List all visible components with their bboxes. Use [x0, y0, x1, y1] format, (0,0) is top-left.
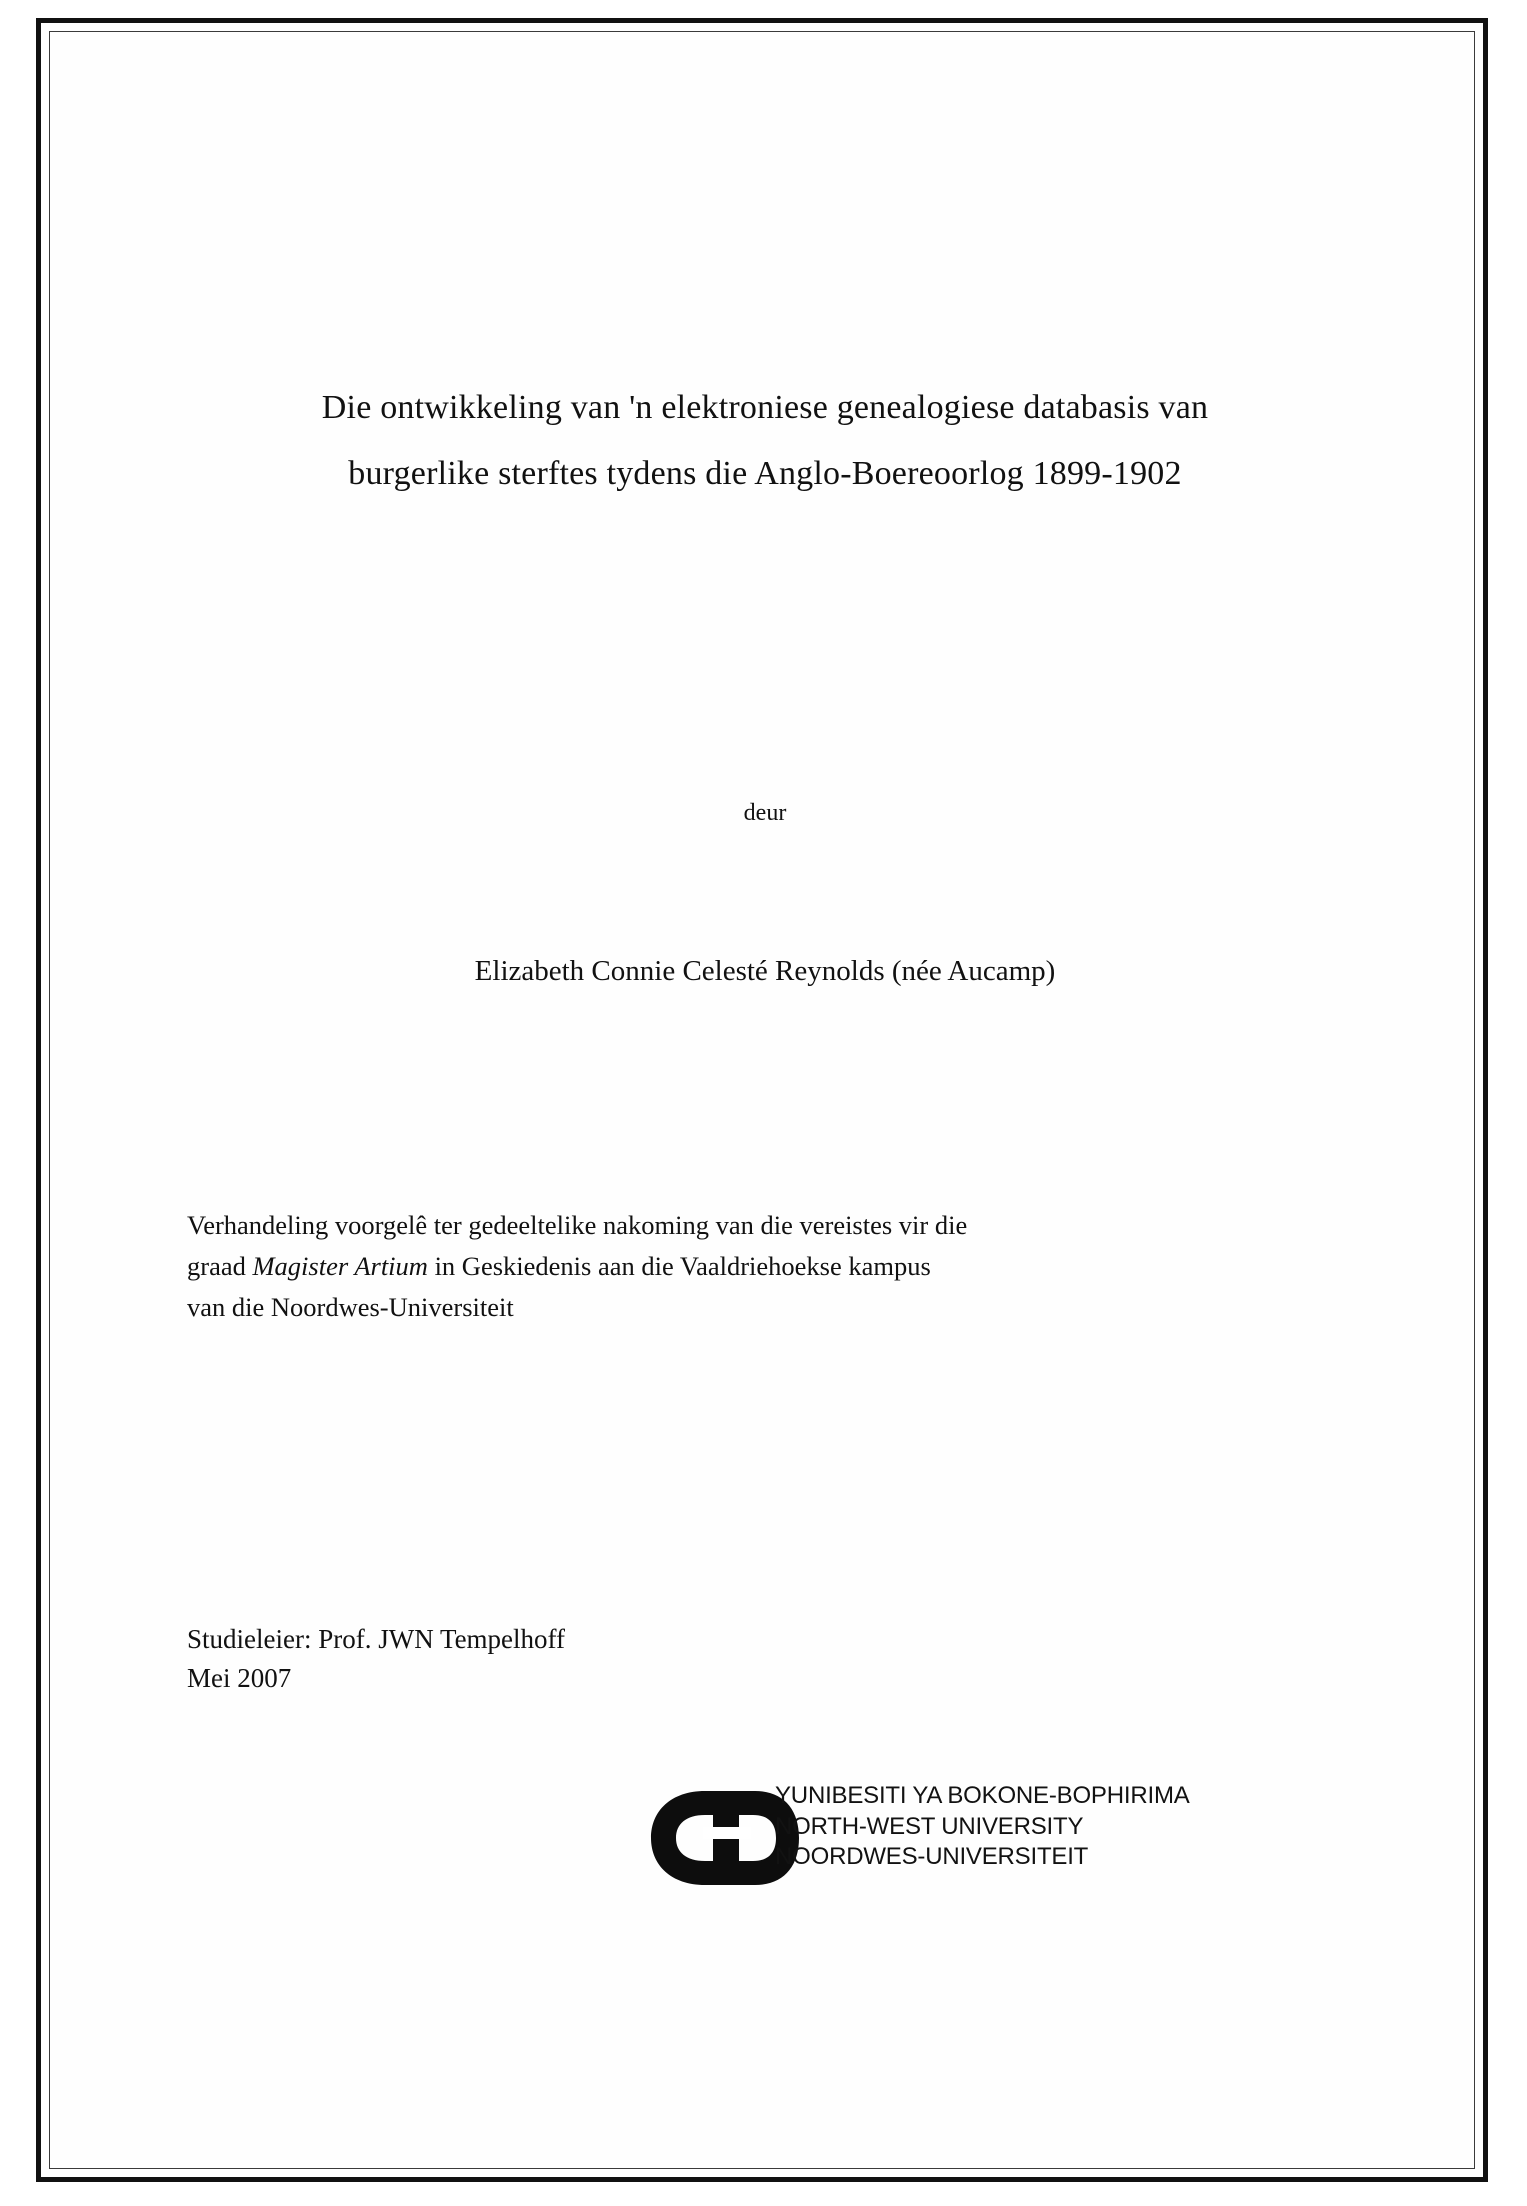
author-name: Elizabeth Connie Celesté Reynolds (née Aucamp): [474, 955, 1056, 987]
degree-statement-line-2-pre: graad: [187, 1251, 253, 1281]
logo-text-line-1: YUNIBESITI YA BOKONE-BOPHIRIMA: [775, 1782, 1190, 1809]
degree-statement: [187, 1205, 1332, 1328]
title-line-2: burgerlike sterftes tydens die Anglo-Boereoorlog 1899-1902: [348, 455, 1182, 492]
degree-statement-line-2: [187, 1246, 1332, 1287]
degree-statement-line-1: Verhandeling voorgelê ter gedeeltelike nakoming van die vereistes vir die: [187, 1210, 968, 1240]
logo-text-line-2: NORTH-WEST UNIVERSITY: [775, 1812, 1084, 1840]
date-line: Mei 2007: [187, 1663, 292, 1693]
university-logo-text: [775, 1781, 1190, 1873]
logo-text-line-3: NOORDWES-UNIVERSITEIT: [775, 1843, 1089, 1870]
degree-statement-line-2-post: in Geskiedenis aan die Vaaldriehoekse kampus: [427, 1251, 931, 1281]
title-line-1: Die ontwikkeling van 'n elektroniese genealogiese databasis van: [321, 389, 1209, 426]
page-title: [185, 375, 1345, 507]
degree-statement-line-3: van die Noordwes-Universiteit: [187, 1292, 514, 1322]
supervisor-line: Studieleier: Prof. JWN Tempelhoff: [187, 1624, 566, 1654]
supervisor-block: [187, 1620, 1087, 1698]
title-page-content: [185, 0, 1345, 2206]
by-label: deur: [743, 800, 787, 826]
university-logo: [615, 1775, 1255, 1905]
degree-name-italic: Magister Artium: [252, 1251, 428, 1281]
